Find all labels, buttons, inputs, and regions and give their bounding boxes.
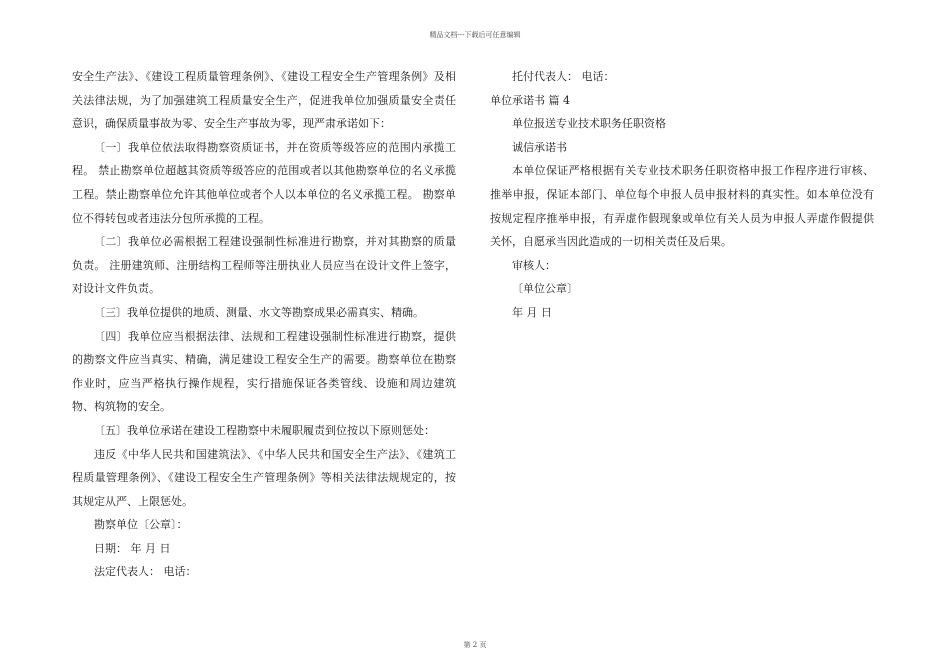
date-line: 日期： 年 月 日 — [94, 541, 171, 555]
paragraph: 〔一〕我单位依法取得勘察资质证书，并在资质等级答应的范围内承揽工程。 禁止勘察单位超越其资质等级答应的范围或者以其他勘察单位的名义承揽工程。禁止勘察单位允许其他单位或者个人以本单位的名义承揽工程。 勘察单位不得转包或者违法分包所承揽的工程。 — [72, 140, 456, 225]
entrusted-representative-line: 托付代表人： 电话： — [512, 70, 615, 83]
paragraph: 〔四〕我单位应当根据法律、法规和工程建设强制性标准进行勘察，提供的勘察文件应当真实、精确，满足建设工程安全生产的需要。勘察单位在勘察作业时，应当严格执行操作规程，实行措施保证各类管线、设施和周边建筑物、构筑物的安全。 — [72, 329, 456, 414]
left-column — [72, 65, 456, 584]
paragraph: 〔五〕我单位承诺在建设工程勘察中未履职履责到位按以下原则惩处： — [94, 423, 435, 437]
right-column — [490, 65, 874, 325]
reviewer-line: 审核人： — [512, 258, 556, 272]
document-title: 诚信承诺书 — [512, 140, 567, 154]
paragraph: 本单位保证严格根据有关专业技术职务任职资格申报工作程序进行审核、推举申报，保证本部门、单位每个申报人员申报材料的真实性。如本单位没有按规定程序推举申报，有弄虚作假现象或单位有关人员为申报人弄虚作假提供关怀，自愿承当因此造成的一切相关责任及后果。 — [490, 164, 874, 249]
paragraph: 〔三〕我单位提供的地质、测量、水文等勘察成果必需真实、精确。 — [94, 305, 424, 319]
page-number: 第 2 页 — [463, 641, 487, 649]
subtitle: 单位报送专业技术职务任职资格 — [512, 117, 666, 131]
page-header: 精品文档---下载后可任意编辑 — [429, 31, 521, 39]
section-title: 单位承诺书 篇 4 — [490, 93, 570, 107]
date-line: 年 月 日 — [512, 305, 552, 319]
legal-representative-line: 法定代表人： 电话： — [94, 565, 197, 579]
paragraph: 安全生产法》、《建设工程质量管理条例》、《建设工程安全生产管理条例》及相关法律法规，为了加强建筑工程质量安全生产，促进我单位加强质量安全责任意识，确保质量事故为零、安全生产事故为零，现严肃承诺如下： — [72, 70, 456, 131]
survey-unit-seal-line: 勘察单位〔公章〕： — [94, 518, 188, 532]
unit-seal-line: 〔单位公章〕 — [512, 282, 578, 296]
paragraph: 违反《中华人民共和国建筑法》、《中华人民共和国安全生产法》、《建筑工程质量管理条例》、《建设工程安全生产管理条例》等相关法律法规规定的，按其规定从严、上限惩处。 — [72, 447, 456, 508]
paragraph: 〔二〕我单位必需根据工程建设强制性标准进行勘察，并对其勘察的质量负责。 注册建筑师、注册结构工程师等注册执业人员应当在设计文件上签字，对设计文件负责。 — [72, 235, 456, 296]
